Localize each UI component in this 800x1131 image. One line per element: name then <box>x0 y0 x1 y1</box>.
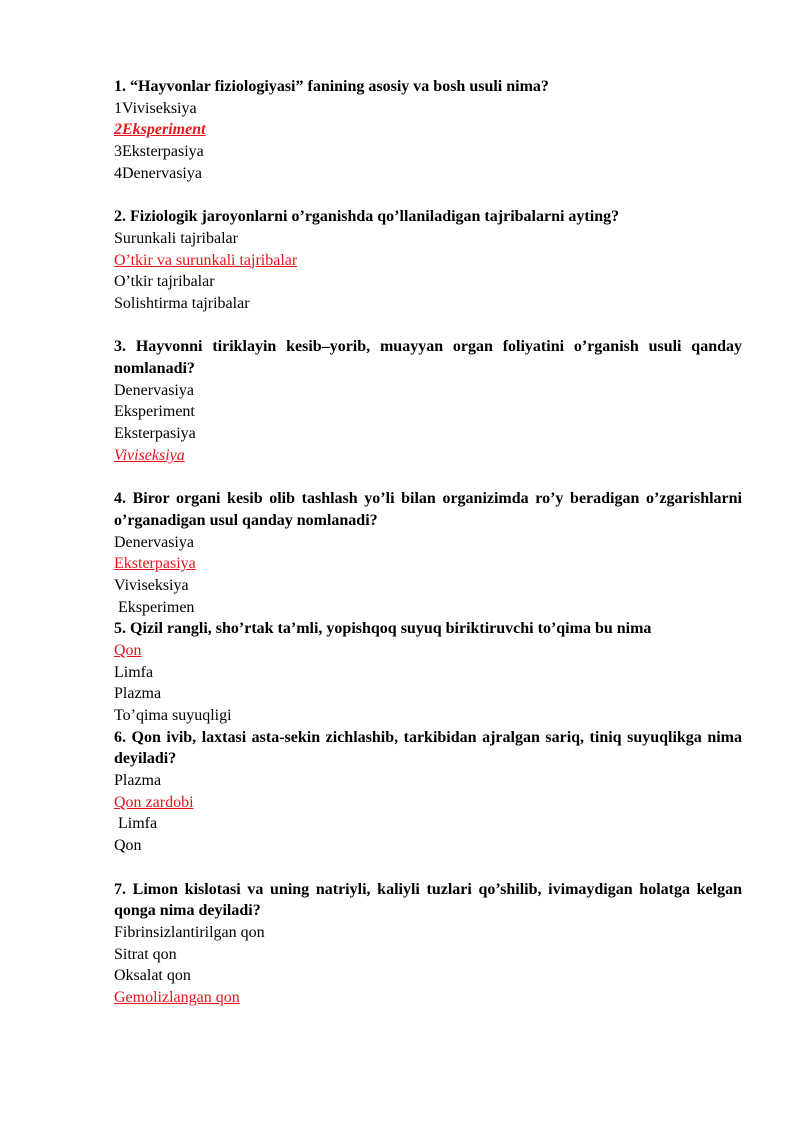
question-text: 6. Qon ivib, laxtasi asta-sekin zichlashib, tarkibidan ajralgan sariq, tiniq suyuqlikga nima deyiladi? <box>114 728 742 768</box>
question-2 <box>114 206 742 314</box>
quiz-document <box>114 76 742 1009</box>
answer-option: Eksterpasiya <box>114 425 196 443</box>
correct-answer-option: Gemolizlangan qon <box>114 989 240 1007</box>
question-3 <box>114 336 742 466</box>
answer-option: Qon <box>114 837 142 855</box>
question-text: 5. Qizil rangli, sho’rtak ta’mli, yopishqoq suyuq biriktiruvchi to’qima bu nima <box>114 620 652 638</box>
correct-answer-option: Qon zardobi <box>114 793 194 811</box>
answer-option: Limfa <box>114 815 158 833</box>
answer-option: 4Denervasiya <box>114 164 202 182</box>
question-6 <box>114 727 742 857</box>
answer-option: Plazma <box>114 772 162 790</box>
answer-option: Eksperimen <box>114 598 195 616</box>
answer-option: Viviseksiya <box>114 576 189 594</box>
question-text: 3. Hayvonni tiriklayin kesib–yorib, muayyan organ foliyatini o’rganish usuli qanday nomlanadi? <box>114 338 742 377</box>
answer-option: Denervasiya <box>114 381 194 399</box>
answer-option: Limfa <box>114 663 154 681</box>
answer-option: Solishtirma tajribalar <box>114 294 250 312</box>
answer-option: To’qima suyuqligi <box>114 707 232 725</box>
question-4 <box>114 488 742 618</box>
correct-answer-option: Eksterpasiya <box>114 555 196 573</box>
answer-option: 3Eksterpasiya <box>114 143 204 161</box>
question-5 <box>114 618 742 726</box>
question-text: 2. Fiziologik jaroyonlarni o’rganishda qo’llaniladigan tajribalarni ayting? <box>114 208 620 226</box>
question-text: 4. Biror organi kesib olib tashlash yo’li bilan organizimda ro’y beradigan o’zgarishlarni o’rganadigan usul qanday nomlanadi? <box>114 490 742 529</box>
answer-option: Fibrinsizlantirilgan qon <box>114 923 265 941</box>
correct-answer-option: 2Eksperiment <box>114 121 206 139</box>
question-1 <box>114 76 742 184</box>
question-text: 1. “Hayvonlar fiziologiyasi” fanining asosiy va bosh usuli nima? <box>114 78 549 95</box>
correct-answer-option: Qon <box>114 641 142 659</box>
question-7 <box>114 879 742 1009</box>
answer-option: Surunkali tajribalar <box>114 229 238 247</box>
correct-answer-option: Viviseksiya <box>114 446 185 464</box>
answer-option: 1Viviseksiya <box>114 99 197 117</box>
answer-option: Plazma <box>114 685 162 703</box>
answer-option: Eksperiment <box>114 403 195 421</box>
answer-option: Denervasiya <box>114 533 194 551</box>
answer-option: O’tkir tajribalar <box>114 273 215 291</box>
question-text: 7. Limon kislotasi va uning natriyli, kaliyli tuzlari qo’shilib, ivimaydigan holatga kelgan qonga nima deyiladi? <box>114 880 742 920</box>
answer-option: Oksalat qon <box>114 967 191 985</box>
answer-option: Sitrat qon <box>114 945 177 963</box>
correct-answer-option: O’tkir va surunkali tajribalar <box>114 251 298 269</box>
